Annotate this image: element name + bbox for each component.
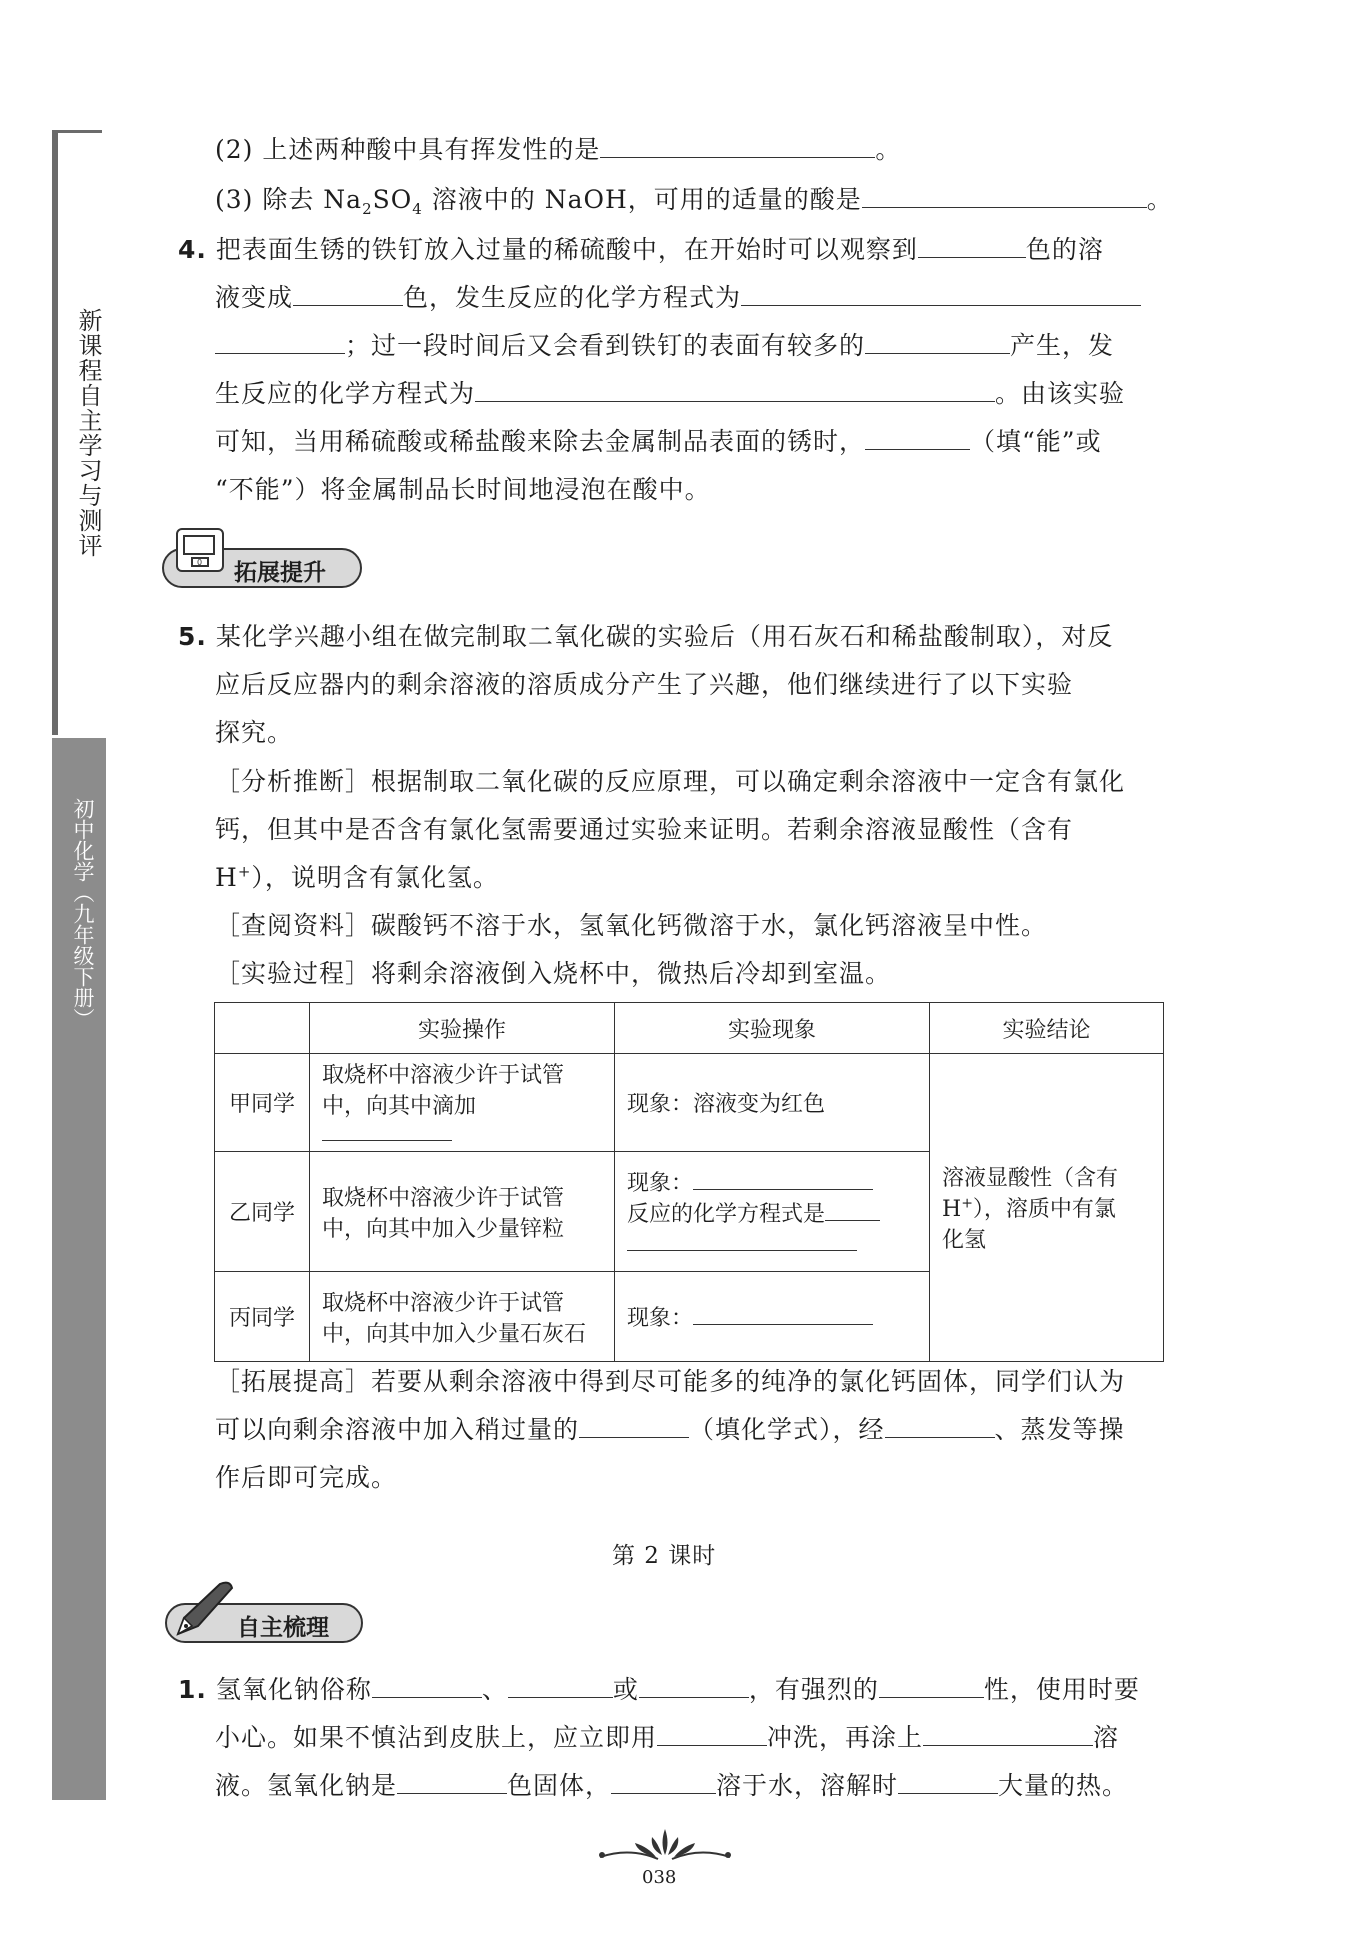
question-text: 生反应的化学方程式为 — [215, 379, 476, 408]
question-text: 产生，发 — [1010, 331, 1115, 360]
phenomenon-cell — [615, 1152, 930, 1272]
answer-blank[interactable] — [600, 133, 875, 158]
question-number: 1. — [178, 1675, 207, 1704]
question-text: 或 — [612, 1675, 639, 1704]
table-header: 实验操作 — [310, 1003, 615, 1054]
question-1-line-3 — [215, 1766, 1128, 1802]
question-text: 色的溶 — [1025, 235, 1104, 264]
subscript: 2 — [362, 200, 373, 218]
computer-icon — [176, 528, 224, 572]
question-text: 大量的热。 — [998, 1771, 1129, 1800]
operation-text: 取烧杯中溶液少许于试管 — [322, 1290, 565, 1316]
question-4-line-1 — [178, 230, 1104, 266]
question-text: 。由该实验 — [995, 379, 1126, 408]
table-header: 实验结论 — [930, 1003, 1164, 1054]
table-row — [215, 1054, 1164, 1152]
operation-text: 中，向其中滴加 — [322, 1094, 477, 1119]
question-4-line-2 — [215, 278, 1141, 314]
question-text: 溶于水，溶解时 — [716, 1771, 899, 1800]
question-text: 某化学兴趣小组在做完制取二氧化碳的实验后（用石灰石和稀盐酸制取），对反 — [215, 622, 1114, 651]
question-text: 溶液中的 NaOH，可用的适量的酸是 — [422, 185, 862, 214]
operation-text: 中，向其中加入少量锌粒 — [322, 1216, 565, 1242]
operation-cell — [310, 1272, 615, 1362]
answer-blank[interactable] — [611, 1769, 716, 1794]
table-header: 实验现象 — [615, 1003, 930, 1054]
question-text: ），说明含有氯化氢。 — [251, 863, 499, 892]
phenomenon-text: 现象： — [627, 1306, 694, 1331]
footer-ornament-icon — [590, 1825, 740, 1865]
extension-line-1: ［拓展提高］若要从剩余溶液中得到尽可能多的纯净的氯化钙固体，同学们认为 — [215, 1367, 1126, 1396]
lesson-title: 第 2 课时 — [612, 1543, 717, 1569]
student-cell: 甲同学 — [215, 1054, 310, 1152]
question-5-line-2: 应后反应器内的剩余溶液的溶质成分产生了兴趣，他们继续进行了以下实验 — [215, 670, 1074, 699]
question-text: 色固体， — [507, 1771, 612, 1800]
conclusion-text: 化氢 — [942, 1228, 987, 1253]
operation-text: 取烧杯中溶液少许于试管 — [322, 1063, 565, 1088]
conclusion-cell — [930, 1054, 1164, 1362]
question-text: (3) 除去 Na — [215, 185, 363, 214]
question-text: 液。氢氧化钠是 — [215, 1771, 398, 1800]
sidebar — [52, 130, 106, 1800]
phenomenon-text: 反应的化学方程式是 — [627, 1202, 826, 1227]
answer-blank[interactable] — [372, 1673, 482, 1698]
pen-icon — [170, 1578, 240, 1640]
question-number: 5. — [178, 622, 207, 651]
answer-blank[interactable] — [923, 1721, 1093, 1746]
question-1-line-1 — [178, 1670, 1140, 1706]
answer-blank[interactable] — [475, 377, 995, 402]
table-header — [215, 1003, 310, 1054]
sidebar-top-rule — [52, 130, 102, 133]
question-text: 氢氧化钠俗称 — [215, 1675, 372, 1704]
question-text: 液变成 — [215, 283, 294, 312]
question-3-part-3 — [215, 180, 1173, 218]
procedure-line: ［实验过程］将剩余溶液倒入烧杯中，微热后冷却到室温。 — [215, 959, 892, 988]
extension-line-3: 作后即可完成。 — [215, 1463, 398, 1492]
answer-blank[interactable] — [657, 1721, 767, 1746]
answer-blank[interactable] — [693, 1304, 873, 1325]
answer-blank[interactable] — [918, 233, 1026, 258]
question-text: ，有强烈的 — [748, 1675, 879, 1704]
question-4-line-3 — [215, 326, 1114, 362]
question-text: 、蒸发等操 — [994, 1415, 1125, 1444]
superscript: + — [237, 862, 252, 881]
sidebar-top — [52, 130, 106, 735]
student-cell: 乙同学 — [215, 1152, 310, 1272]
reference-line: ［查阅资料］碳酸钙不溶于水，氢氧化钙微溶于水，氯化钙溶液呈中性。 — [215, 911, 1048, 940]
formula: H — [942, 1197, 962, 1222]
answer-blank[interactable] — [397, 1769, 507, 1794]
question-text: (2) 上述两种酸中具有挥发性的是 — [215, 135, 601, 164]
question-number: 4. — [178, 235, 207, 264]
answer-blank[interactable] — [293, 281, 403, 306]
superscript: + — [961, 1195, 973, 1212]
phenomenon-cell — [615, 1272, 930, 1362]
answer-blank[interactable] — [865, 425, 970, 450]
question-text: 把表面生锈的铁钉放入过量的稀硫酸中，在开始时可以观察到 — [215, 235, 918, 264]
table-header-row — [215, 1003, 1164, 1054]
answer-blank[interactable] — [579, 1413, 689, 1438]
formula: H — [215, 863, 238, 892]
answer-blank[interactable] — [865, 329, 1010, 354]
question-text: 可以向剩余溶液中加入稍过量的 — [215, 1415, 580, 1444]
operation-cell — [310, 1054, 615, 1152]
question-4-line-6 — [215, 470, 711, 506]
question-text: 、 — [481, 1675, 508, 1704]
analysis-line-1: ［分析推断］根据制取二氧化碳的反应原理，可以确定剩余溶液中一定含有氯化 — [215, 767, 1126, 796]
question-text: ；过一段时间后又会看到铁钉的表面有较多的 — [345, 331, 866, 360]
answer-blank[interactable] — [693, 1169, 873, 1190]
punctuation: 。 — [875, 135, 902, 164]
question-4-line-4 — [215, 374, 1125, 410]
operation-text: 中，向其中加入少量石灰石 — [322, 1321, 587, 1347]
series-title: 新课程自主学习与测评 — [74, 308, 102, 558]
question-text: （填化学式），经 — [689, 1415, 885, 1444]
subscript: 4 — [412, 200, 423, 218]
answer-blank[interactable] — [322, 1120, 452, 1141]
answer-blank[interactable] — [741, 281, 1141, 306]
conclusion-text: 溶液显酸性（含有 — [942, 1166, 1119, 1191]
question-text: “不能”）将金属制品长时间地浸泡在酸中。 — [215, 475, 711, 504]
phenomenon-text: 现象： — [627, 1171, 694, 1196]
question-text: 小心。如果不慎沾到皮肤上，应立即用 — [215, 1723, 658, 1752]
operation-cell — [310, 1152, 615, 1272]
analysis-line-2: 钙，但其中是否含有氯化氢需要通过实验来证明。若剩余溶液显酸性（含有 — [215, 815, 1074, 844]
question-text: SO — [372, 185, 413, 214]
answer-blank[interactable] — [898, 1769, 998, 1794]
question-3-part-2 — [215, 130, 901, 166]
question-1-line-2 — [215, 1718, 1119, 1754]
question-text: （填“能”或 — [970, 427, 1102, 456]
punctuation: 。 — [1146, 185, 1173, 214]
question-text: 溶 — [1093, 1723, 1120, 1752]
answer-blank[interactable] — [508, 1673, 613, 1698]
svg-text:0: 0 — [197, 558, 203, 567]
operation-text: 取烧杯中溶液少许于试管 — [322, 1185, 565, 1211]
answer-blank[interactable] — [825, 1200, 880, 1221]
book-title: 初中化学（九年级下册） — [71, 798, 95, 1029]
conclusion-text: ），溶质中有氯 — [972, 1197, 1116, 1222]
phenomenon-cell: 现象：溶液变为红色 — [615, 1054, 930, 1152]
section-label: 自主梳理 — [237, 1615, 329, 1641]
page-number: 038 — [642, 1867, 677, 1888]
student-cell: 丙同学 — [215, 1272, 310, 1362]
analysis-line-3 — [215, 858, 499, 894]
question-text: 冲洗，再涂上 — [767, 1723, 924, 1752]
answer-blank[interactable] — [879, 1673, 984, 1698]
question-5-line-3: 探究。 — [215, 718, 294, 747]
question-4-line-5 — [215, 422, 1102, 458]
question-text: 可知，当用稀硫酸或稀盐酸来除去金属制品表面的锈时， — [215, 427, 866, 456]
answer-blank[interactable] — [885, 1413, 995, 1438]
question-5-line-1 — [178, 617, 1113, 653]
question-text: 性，使用时要 — [983, 1675, 1140, 1704]
section-label: 拓展提升 — [234, 560, 326, 586]
extension-line-2 — [215, 1410, 1125, 1446]
question-text: 色，发生反应的化学方程式为 — [403, 283, 742, 312]
answer-blank[interactable] — [639, 1673, 749, 1698]
experiment-table — [214, 1002, 1164, 1362]
answer-blank[interactable] — [862, 183, 1147, 208]
answer-blank[interactable] — [627, 1228, 857, 1251]
sidebar-bottom — [52, 738, 106, 1800]
answer-blank[interactable] — [215, 329, 345, 354]
